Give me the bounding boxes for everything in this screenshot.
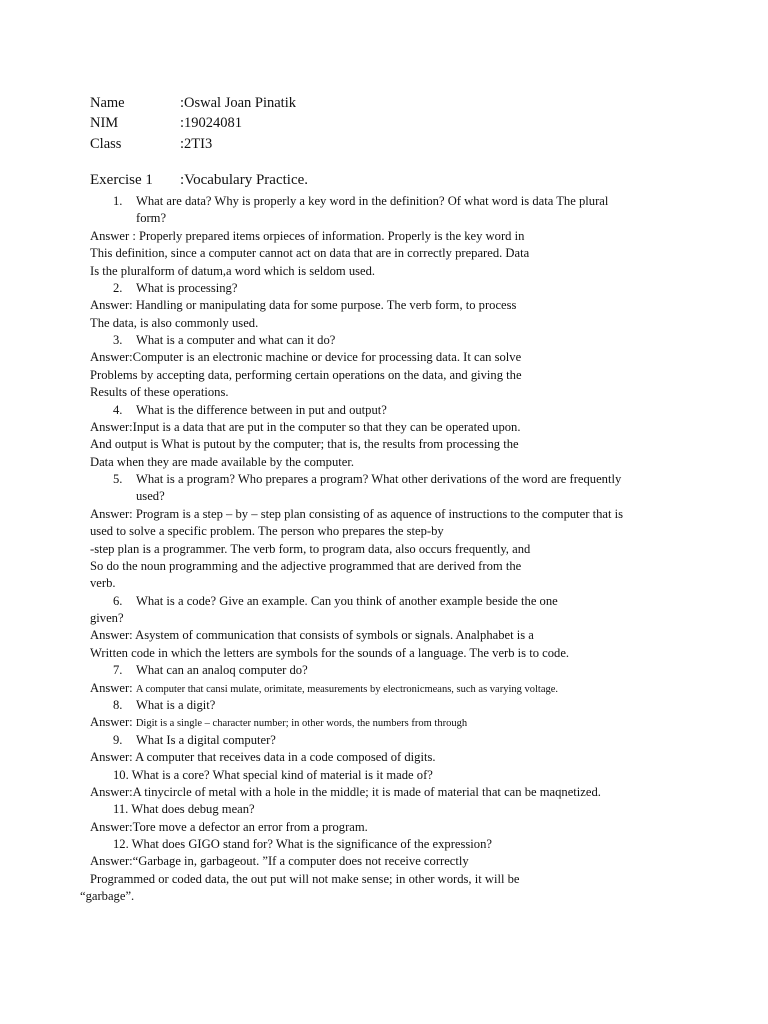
name-value: :Oswal Joan Pinatik <box>180 95 296 111</box>
question-9: 9. What Is a digital computer? <box>113 732 276 747</box>
question-11: 11. What does debug mean? <box>113 802 255 817</box>
nim-row <box>90 113 296 133</box>
question-4: 4. What is the difference between in put and output? <box>113 402 387 417</box>
answer-8: Answer: Digit is a single – character number; in other words, the numbers from through <box>90 715 468 730</box>
nim-label: NIM <box>90 115 119 132</box>
class-value: :2TI3 <box>180 135 213 152</box>
question-6: 6. What is a code? Give an example. Can you think of another example beside the one <box>113 593 558 608</box>
exercise-label: Exercise 1 <box>90 172 153 188</box>
name-row <box>90 93 296 113</box>
student-info <box>90 93 296 154</box>
exercise-title: :Vocabulary Practice. <box>180 172 309 188</box>
answer-4: Answer:Input is a data that are put in the computer so that they can be operated upon. And output is What is putout by the computer; that is, the results from processing the Data when they are made available by the computer. <box>90 419 521 469</box>
class-row <box>90 134 296 154</box>
question-1: 1. What are data? Why is properly a key word in the definition? Of what word is data The plural form? <box>113 194 609 226</box>
answer-10: Answer:A tinycircle of metal with a hole in the middle; it is made of material that can be maqnetized. <box>90 784 601 799</box>
question-12: 12. What does GIGO stand for? What is the significance of the expression? <box>113 837 492 852</box>
question-8: 8. What is a digit? <box>113 697 216 712</box>
answer-9: Answer: A computer that receives data in a code composed of digits. <box>90 750 436 765</box>
exercise-body <box>80 193 690 906</box>
answer-1: Answer : Properly prepared items orpieces of information. Properly is the key word in This definition, since a computer cannot act on data that are in correctly prepared. Data Is the pluralform of datum,a word which is seldom used. <box>90 228 530 278</box>
question-3: 3. What is a computer and what can it do? <box>113 333 336 347</box>
answer-5: Answer: Program is a step – by – step plan consisting of as aquence of instructions to the computer that is used to solve a specific problem. The person who prepares the step-by -step plan is a programmer. The verb form, to program data, also occurs frequently, and So do the noun programming and the adjective programmed that are derived from the verb. <box>90 506 624 591</box>
answer-3: Answer:Computer is an electronic machine or device for processing data. It can solve Problems by accepting data, performing certain operations on the data, and giving the Results of these operations. <box>90 350 522 400</box>
question-7: 7. What can an analoq computer do? <box>113 663 308 678</box>
nim-value: :19024081 <box>180 115 243 132</box>
name-label: Name <box>90 95 125 111</box>
question-10: 10. What is a core? What special kind of material is it made of? <box>113 767 433 782</box>
answer-6: given? Answer: Asystem of communication that consists of symbols or signals. Analphabet is a Written code in which the letters are symbols for the sounds of a language. The verb is to code. <box>90 611 570 660</box>
question-2: 2. What is processing? <box>113 280 238 295</box>
answer-12: Answer:“Garbage in, garbageout. ”If a computer does not receive correctly Programmed or coded data, the out put will not make sense; in other words, it will be “garbage”. <box>80 854 520 904</box>
class-label: Class <box>90 135 122 152</box>
answer-7: Answer: A computer that cansi mulate, orimitate, measurements by electronicmeans, such as varying voltage. <box>90 680 559 695</box>
answer-11: Answer:Tore move a defector an error from a program. <box>90 819 368 834</box>
answer-2: Answer: Handling or manipulating data for some purpose. The verb form, to process The data, is also commonly used. <box>90 298 517 330</box>
question-5: 5. What is a program? Who prepares a program? What other derivations of the word are frequently used? <box>113 472 622 504</box>
exercise-heading <box>90 170 308 191</box>
